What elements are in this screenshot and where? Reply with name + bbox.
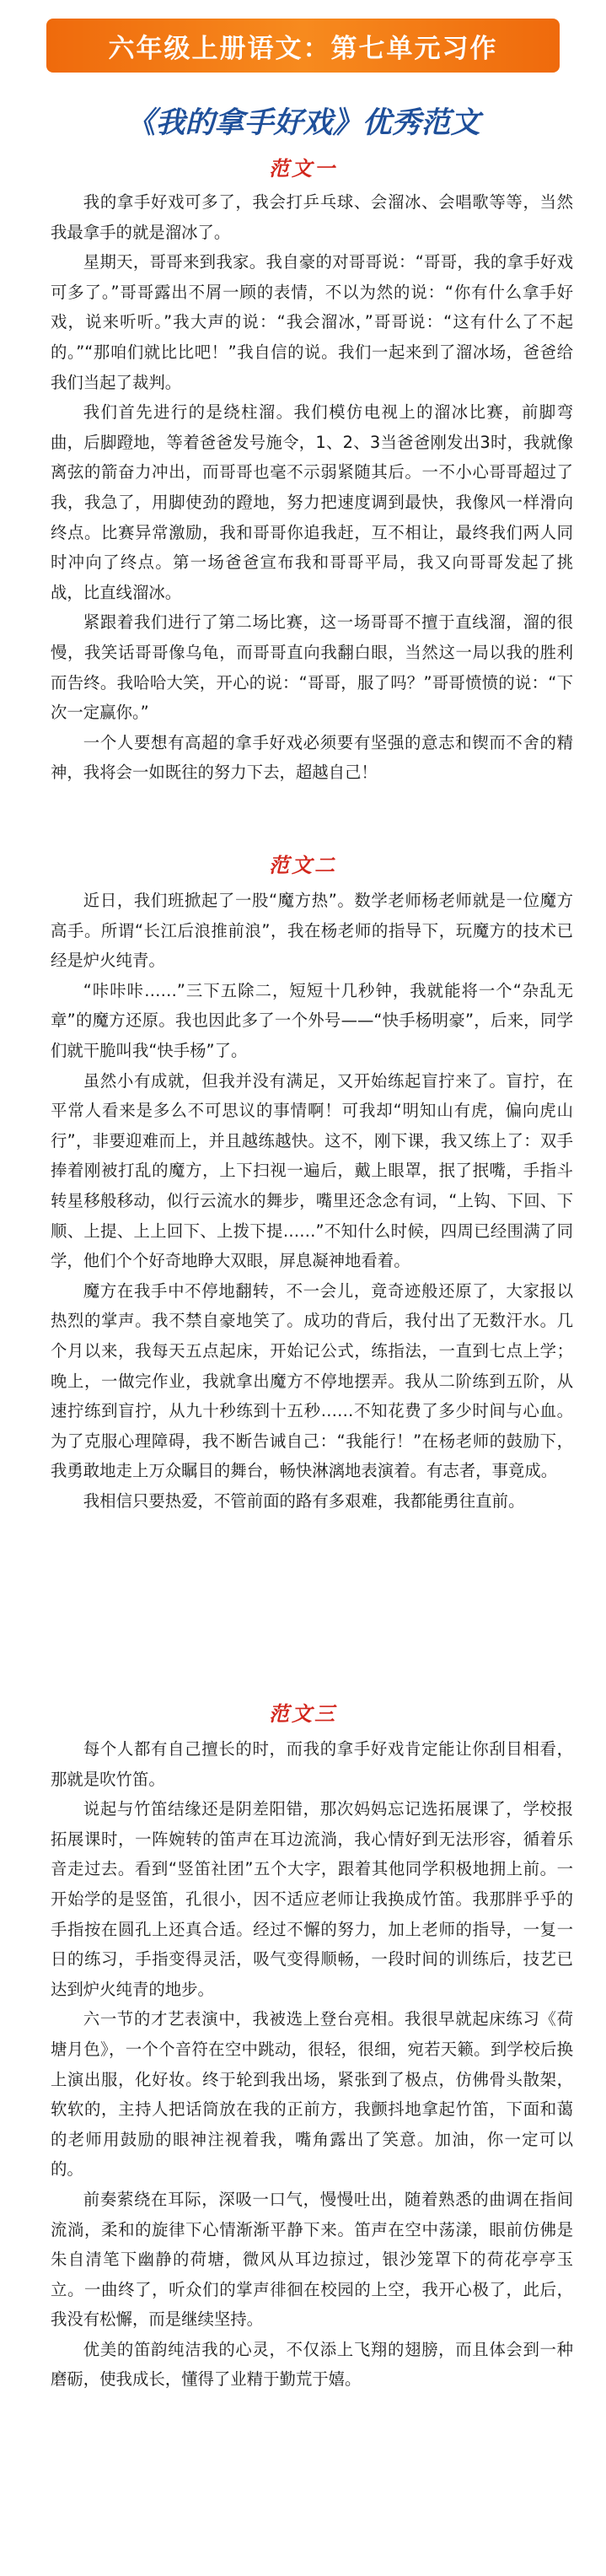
essay-paragraph: 优美的笛韵纯洁我的心灵，不仅添上飞翔的翅膀，而且体会到一种磨砺，使我成长，懂得了业精于勤荒于嬉。	[51, 2339, 573, 2390]
essay-paragraph: 我的拿手好戏可多了，我会打乒乓球、会溜冰、会唱歌等等，当然我最拿手的就是溜冰了。	[51, 192, 573, 242]
essay-paragraph: 每个人都有自己擅长的时，而我的拿手好戏肯定能让你刮目相看，那就是吹竹笛。	[51, 1739, 573, 1789]
essay-paragraph: 六一节的才艺表演中，我被选上登台亮相。我很早就起床练习《荷塘月色》，一个个音符在空中跳动，很轻，很细，宛若天籁。到学校后换上演出服，化好妆。终于轮到我出场，紧张到了极点，仿佛骨头散架，软软的，主持人把话筒放在我的正前方，我颤抖地拿起竹笛，下面和蔼的老师用鼓励的眼神注视着我，嘴角露出了笑意。加油，你一定可以的。	[51, 2009, 573, 2180]
essay-paragraph: 说起与竹笛结缘还是阴差阳错，那次妈妈忘记选拓展课了，学校报拓展课时，一阵婉转的笛声在耳边流淌，我心情好到无法形容，循着乐音走过去。看到“竖笛社团”五个大字，跟着其他同学积极地拥上前。一开始学的是竖笛，孔很小，因不适应老师让我换成竹笛。我那胖乎乎的手指按在圆孔上还真合适。经过不懈的努力，加上老师的指导，一复一日的练习，手指变得灵活，吸气变得顺畅，一段时间的训练后，技艺已达到炉火纯青的地步。	[51, 1799, 573, 1999]
essay-1-body	[51, 187, 573, 788]
banner-title: 六年级上册语文：第七单元习作	[108, 33, 498, 64]
essay-3-body	[51, 1734, 573, 2395]
essay-paragraph: 星期天，哥哥来到我家。我自豪的对哥哥说：“哥哥，我的拿手好戏可多了。”哥哥露出不屑一顾的表情，不以为然的说：“你有什么拿手好戏，说来听听。”我大声的说：“我会溜冰，”哥哥说：“这有什么了不起的。”“那咱们就比比吧！”我自信的说。我们一起来到了溜冰场，爸爸给我们当起了裁判。	[51, 252, 573, 392]
essay-paragraph: “咔咔咔……”三下五除二，短短十几秒钟，我就能将一个“杂乱无章”的魔方还原。我也因此多了一个外号——“快手杨明豪”，后来，同学们就干脆叫我“快手杨”了。	[51, 980, 573, 1060]
article-subtitle: 《我的拿手好戏》优秀范文	[126, 106, 480, 140]
essay-paragraph: 虽然小有成就，但我并没有满足，又开始练起盲拧来了。盲拧，在平常人看来是多么不可思议的事情啊！可我却“明知山有虎，偏向虎山行”，非要迎难而上，并且越练越快。这不，刚下课，我又练上了：双手捧着刚被打乱的魔方，上下扫视一遍后，戴上眼罩，抿了抿嘴，手指斗转星移般移动，似行云流水的舞步，嘴里还念念有词，“上钩、下回、下顺、上提、上上回下、上拨下提……”不知什么时候，四周已经围满了同学，他们个个好奇地睁大双眼，屏息凝神地看着。	[51, 1070, 573, 1271]
essay-paragraph: 近日，我们班掀起了一股“魔方热”。数学老师杨老师就是一位魔方高手。所谓“长江后浪推前浪”，我在杨老师的指导下，玩魔方的技术已经是炉火纯青。	[51, 891, 573, 971]
essay-paragraph: 我相信只要热爱，不管前面的路有多艰难，我都能勇往直前。	[83, 1490, 525, 1511]
essay-2-heading: 范文二	[269, 854, 337, 877]
essay-paragraph: 前奏萦绕在耳际，深吸一口气，慢慢吐出，随着熟悉的曲调在指间流淌，柔和的旋律下心情渐渐平静下来。笛声在空中荡漾，眼前仿佛是朱自清笔下幽静的荷塘，微风从耳边掠过，银沙笼罩下的荷花亭亭玉立。一曲终了，听众们的掌声徘徊在校园的上空，我开心极了，此后，我没有松懈，而是继续坚持。	[51, 2189, 573, 2330]
essay-paragraph: 魔方在我手中不停地翻转，不一会儿，竟奇迹般还原了，大家报以热烈的掌声。我不禁自豪地笑了。成功的背后，我付出了无数汗水。几个月以来，我每天五点起床，开始记公式，练指法，一直到七点上学；晚上，一做完作业，我就拿出魔方不停地摆弄。我从二阶练到五阶，从速拧练到盲拧，从九十秒练到十五秒……不知花费了多少时间与心血。为了克服心理障碍，我不断告诫自己：“我能行！”在杨老师的鼓励下，我勇敢地走上万众瞩目的舞台，畅快淋漓地表演着。有志者，事竟成。	[51, 1280, 573, 1481]
essay-3-heading: 范文三	[269, 1702, 337, 1726]
essay-1-heading: 范文一	[269, 157, 337, 181]
essay-paragraph: 一个人要想有高超的拿手好戏必须要有坚强的意志和锲而不舍的精神，我将会一如既往的努力下去，超越自己！	[51, 732, 573, 783]
essay-paragraph: 我们首先进行的是绕柱溜。我们模仿电视上的溜冰比赛，前脚弯曲，后脚蹬地，等着爸爸发号施令，1、2、3当爸爸刚发出3时，我就像离弦的箭奋力冲出，而哥哥也毫不示弱紧随其后。一不小心哥哥超过了我，我急了，用脚使劲的蹬地，努力把速度调到最快，我像风一样滑向终点。比赛异常激励，我和哥哥你追我赶，互不相让，最终我们两人同时冲向了终点。第一场爸爸宣布我和哥哥平局，我又向哥哥发起了挑战，比直线溜冰。	[51, 402, 573, 602]
essay-paragraph: 紧跟着我们进行了第二场比赛，这一场哥哥不擅于直线溜，溜的很慢，我笑话哥哥像乌龟，而哥哥直向我翻白眼，当然这一局以我的胜利而告终。我哈哈大笑，开心的说：“哥哥，服了吗？”哥哥愤愤的说：“下次一定赢你。”	[51, 612, 573, 723]
essay-2-body	[51, 886, 573, 1516]
title-banner	[46, 19, 560, 73]
